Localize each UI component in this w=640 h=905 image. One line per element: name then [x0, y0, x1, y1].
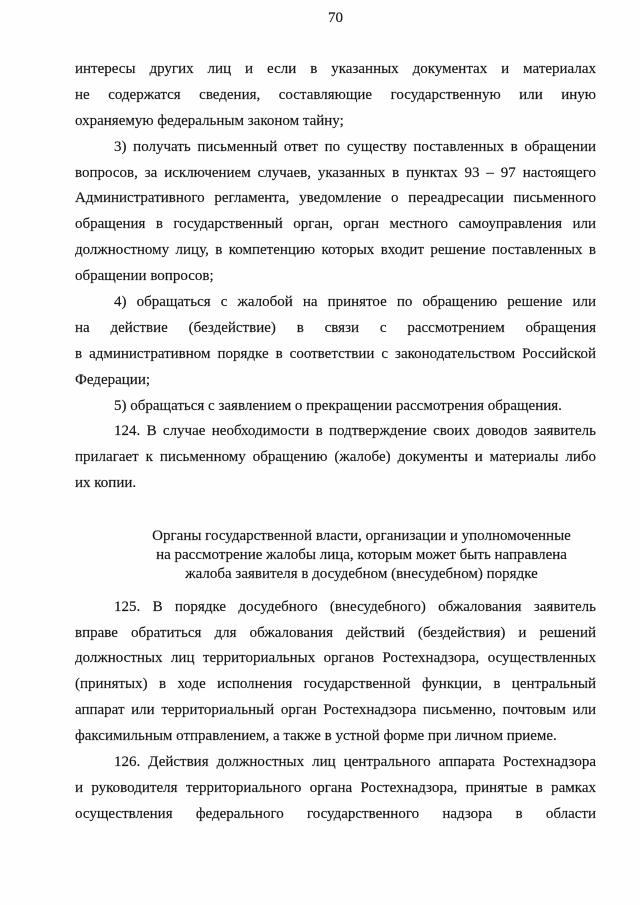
paragraph-line: 5) обращаться с заявлением о прекращении рассмотрения обращения.	[114, 397, 562, 414]
paragraph-124	[75, 419, 596, 497]
paragraph-line: осуществления федерального государственного надзора в области	[75, 805, 596, 822]
paragraph-item-5	[75, 394, 596, 420]
paragraph-line: 125. В порядке досудебного (внесудебного) обжалования заявитель	[114, 598, 596, 615]
paragraph-126	[75, 750, 596, 828]
section-heading-line: на рассмотрение жалобы лица, которым может быть направлена	[156, 546, 567, 563]
paragraph-item-3	[75, 135, 596, 290]
paragraph-line: обращении вопросов;	[75, 268, 214, 285]
page-number: 70	[328, 10, 343, 26]
paragraph-line: вправе обратиться для обжалования действий (бездействия) и решений	[75, 624, 596, 641]
paragraph-line: должностных лиц территориальных органов Ростехнадзора, осуществленных	[75, 650, 596, 667]
paragraph-line: Федерации;	[75, 371, 151, 388]
paragraph-line: (принятых) в ходе исполнения государственной функции, в центральный	[75, 676, 596, 693]
paragraph-line: обращения в государственный орган, орган местного самоуправления или	[75, 216, 596, 233]
paragraph-125	[75, 595, 596, 750]
section-heading-line: жалоба заявителя в досудебном (внесудебном) порядке	[185, 565, 538, 582]
paragraph-line: факсимильным отправлением, а также в устной форме при личном приеме.	[75, 728, 557, 745]
paragraph-line: аппарат или территориальный орган Ростехнадзора письменно, почтовым или	[75, 702, 596, 719]
paragraph-line: должностному лицу, в компетенцию которых входит решение поставленных в	[75, 242, 596, 259]
document-body	[75, 57, 596, 828]
paragraph-line: 3) получать письменный ответ по существу поставленных в обращении	[114, 138, 596, 155]
paragraph-line: 126. Действия должностных лиц центрального аппарата Ростехнадзора	[114, 754, 596, 771]
paragraph-line: их копии.	[75, 475, 137, 492]
paragraph-line: охраняемую федеральным законом тайну;	[75, 112, 344, 129]
paragraph-line: 4) обращаться с жалобой на принятое по обращению решение или	[114, 294, 596, 311]
paragraph-line: на действие (бездействие) в связи с рассмотрением обращения	[75, 319, 596, 336]
paragraph-item-4	[75, 290, 596, 394]
paragraph-line: и руководителя территориального органа Ростехнадзора, принятые в рамках	[75, 779, 596, 796]
paragraph-line: не содержатся сведения, составляющие государственную или иную	[75, 86, 596, 103]
paragraph-line: Административного регламента, уведомление о переадресации письменного	[75, 190, 596, 207]
paragraph-line: прилагает к письменному обращению (жалобе) документы и материалы либо	[75, 449, 596, 466]
paragraph-continued	[75, 57, 596, 135]
section-heading	[75, 527, 596, 583]
paragraph-line: 124. В случае необходимости в подтверждение своих доводов заявитель	[114, 423, 596, 440]
paragraph-line: вопросов, за исключением случаев, указанных в пунктах 93 – 97 настоящего	[75, 164, 596, 181]
paragraph-line: интересы других лиц и если в указанных документах и материалах	[75, 61, 596, 77]
section-heading-line: Органы государственной власти, организации и уполномоченные	[152, 528, 571, 545]
paragraph-line: в административном порядке в соответствии с законодательством Российской	[75, 345, 596, 362]
